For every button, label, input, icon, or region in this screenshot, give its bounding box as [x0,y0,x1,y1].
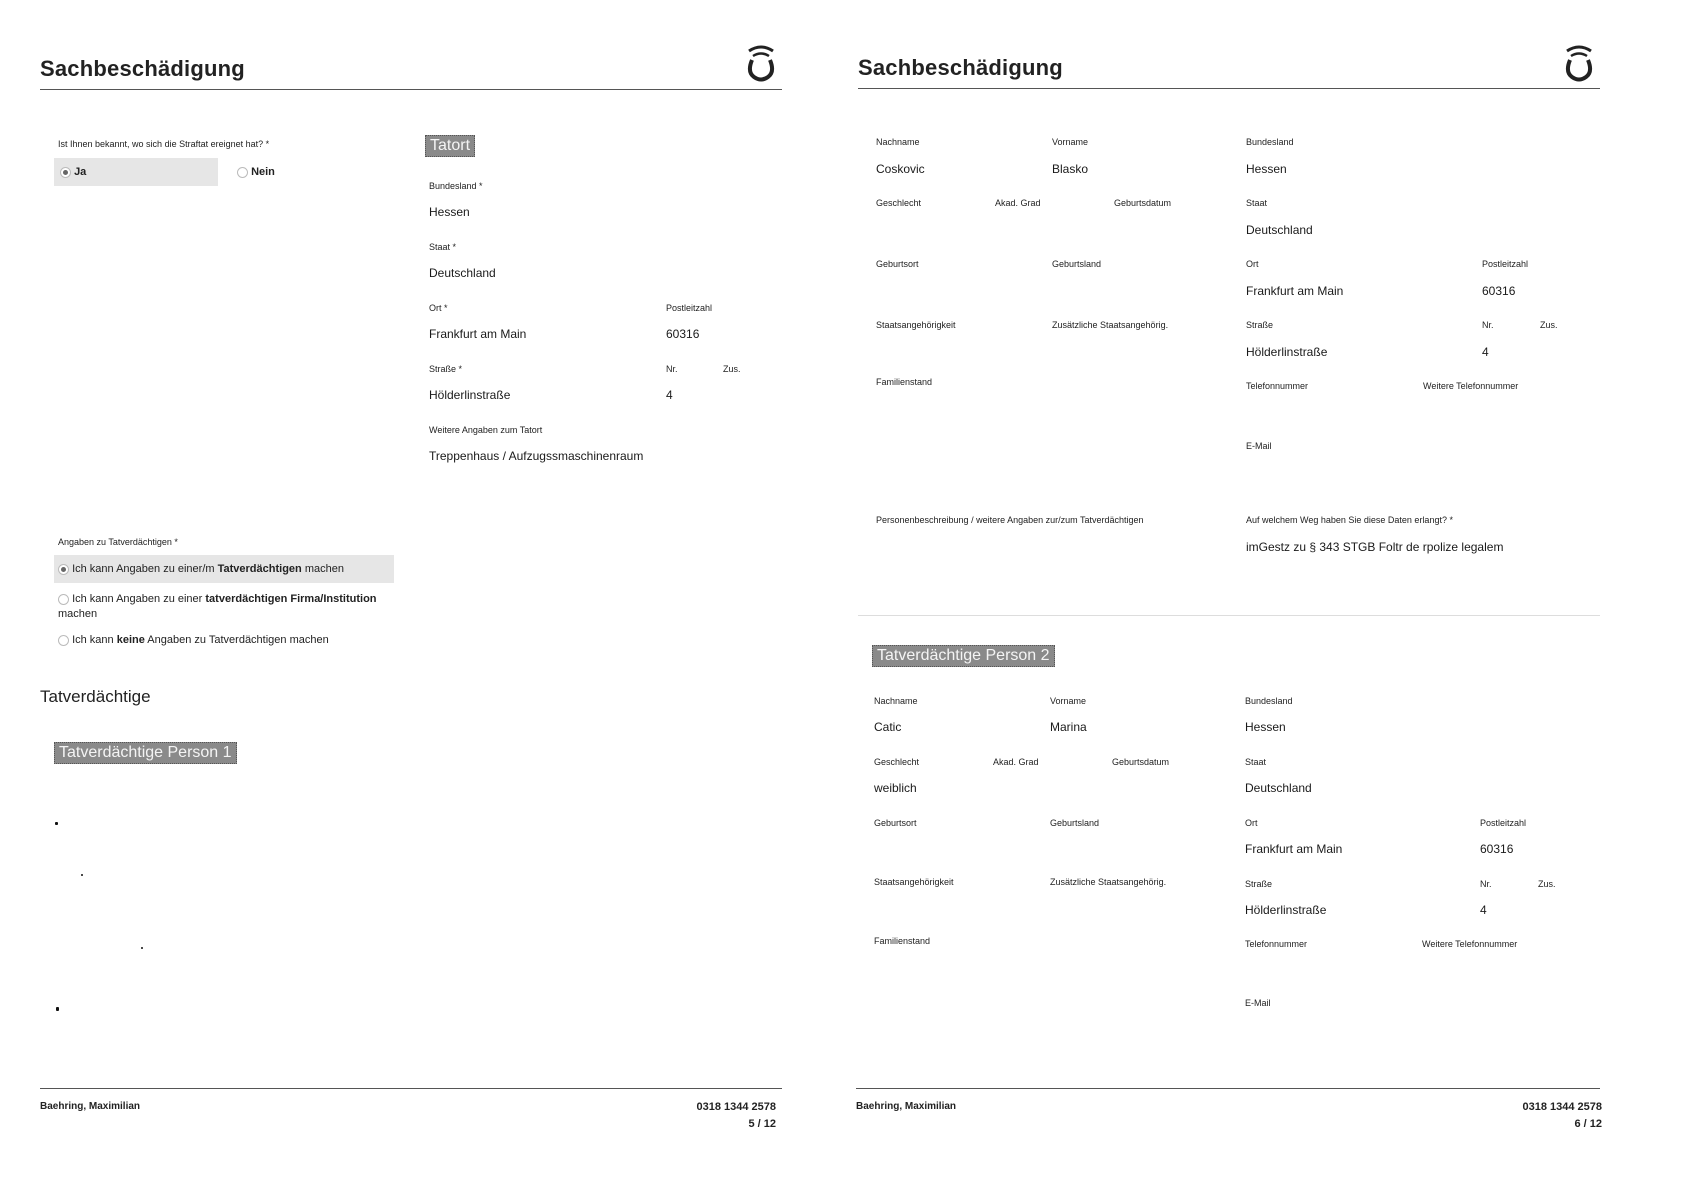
vorname-field[interactable]: Blasko [1052,162,1089,176]
email-label: E-Mail [1246,441,1272,451]
scan-speck [55,822,58,825]
ort-field[interactable]: Frankfurt am Main [1246,284,1344,298]
person-1-tag: Tatverdächtige Person 1 [54,742,237,764]
footer-rule [856,1088,1600,1089]
tatort-heading: Tatort [425,135,475,157]
staatsangehoerigkeit-label: Staatsangehörigkeit [876,320,956,330]
section-divider [858,615,1600,616]
geburtsland-label: Geburtsland [1050,818,1100,828]
geburtsdatum-label: Geburtsdatum [1112,757,1170,767]
plz-field[interactable]: 60316 [1482,284,1516,298]
staat-field[interactable]: Deutschland [1245,781,1312,795]
bundesland-label: Bundesland [1245,696,1293,706]
radio-empty-icon [237,167,248,178]
ort-field[interactable]: Frankfurt am Main [429,327,527,341]
radio-selected-icon [58,564,69,575]
strasse-label: Straße * [429,364,463,374]
ort-field[interactable]: Frankfurt am Main [1245,842,1343,856]
nr-label: Nr. [1482,320,1494,330]
staat-field[interactable]: Deutschland [1246,223,1313,237]
geburtsdatum-label: Geburtsdatum [1114,198,1172,208]
plz-field[interactable]: 60316 [666,327,700,341]
page-title: Sachbeschädigung [858,55,1063,80]
staatsangehoerigkeit-label: Staatsangehörigkeit [874,877,954,887]
weitere-angaben-field[interactable]: Treppenhaus / Aufzugssmaschinenraum [429,449,644,463]
geschlecht-label: Geschlecht [876,198,922,208]
ort-label: Ort * [429,303,448,313]
vorname-field[interactable]: Marina [1050,720,1087,734]
footer-page: 5 / 12 [748,1118,776,1130]
nachname-field[interactable]: Coskovic [876,162,925,176]
footer-rule [40,1088,782,1089]
weitere-telefon-label: Weitere Telefonnummer [1423,381,1519,391]
bundesland-label: Bundesland [1246,137,1294,147]
scan-speck [56,1007,59,1011]
plz-label: Postleitzahl [1480,818,1527,828]
header-rule [858,88,1600,89]
radio-suspect-none[interactable]: Ich kann keine Angaben zu Tatverdächtigen machen [58,634,329,646]
bundesland-field[interactable]: Hessen [429,205,470,219]
zus-staatsangehoerigkeit-label: Zusätzliche Staatsangehörig. [1050,877,1167,887]
geschlecht-label: Geschlecht [874,757,920,767]
nr-label: Nr. [666,364,678,374]
footer-number: 0318 1344 2578 [1522,1101,1602,1113]
weg-label: Auf welchem Weg haben Sie diese Daten erlangt? * [1246,515,1453,525]
staat-label: Staat * [429,242,457,252]
radio-nein[interactable]: Nein [237,166,275,178]
person-2-tag: Tatverdächtige Person 2 [872,645,1055,667]
strasse-field[interactable]: Hölderlinstraße [1246,345,1328,359]
plz-label: Postleitzahl [666,303,713,313]
weg-field[interactable]: imGestz zu § 343 STGB Foltr de rpolize legalem [1246,540,1504,554]
staat-label: Staat [1246,198,1268,208]
zus-label: Zus. [723,364,741,374]
nachname-label: Nachname [876,137,920,147]
ort-label: Ort [1245,818,1258,828]
radio-ja[interactable]: Ja [60,166,86,178]
scan-speck [141,947,143,949]
bundesland-field[interactable]: Hessen [1245,720,1286,734]
nachname-label: Nachname [874,696,918,706]
nr-field[interactable]: 4 [666,388,673,402]
akad-grad-label: Akad. Grad [995,198,1041,208]
akad-grad-label: Akad. Grad [993,757,1039,767]
location-question-label: Ist Ihnen bekannt, wo sich die Straftat ereignet hat? * [58,139,270,149]
strasse-field[interactable]: Hölderlinstraße [1245,903,1327,917]
staat-field[interactable]: Deutschland [429,266,496,280]
familienstand-label: Familienstand [874,936,931,946]
radio-empty-icon [58,635,69,646]
email-label: E-Mail [1245,998,1271,1008]
footer-page: 6 / 12 [1574,1118,1602,1130]
telefon-label: Telefonnummer [1245,939,1308,949]
vorname-label: Vorname [1052,137,1089,147]
vorname-label: Vorname [1050,696,1087,706]
zus-label: Zus. [1538,879,1556,889]
telefon-label: Telefonnummer [1246,381,1309,391]
strasse-label: Straße [1246,320,1274,330]
police-logo-icon [744,42,778,82]
nr-label: Nr. [1480,879,1492,889]
footer-name: Baehring, Maximilian [856,1101,957,1112]
zus-label: Zus. [1540,320,1558,330]
staat-label: Staat [1245,757,1267,767]
radio-empty-icon [58,594,69,605]
police-logo-icon [1562,42,1596,82]
radio-suspect-company[interactable]: Ich kann Angaben zu einer tatverdächtigen Firma/Institution machen [58,593,377,620]
geburtsland-label: Geburtsland [1052,259,1102,269]
suspects-question-label: Angaben zu Tatverdächtigen * [58,537,178,547]
strasse-label: Straße [1245,879,1273,889]
geburtsort-label: Geburtsort [874,818,917,828]
scan-speck [81,874,83,876]
familienstand-label: Familienstand [876,377,933,387]
nachname-field[interactable]: Catic [874,720,902,734]
geburtsort-label: Geburtsort [876,259,919,269]
bundesland-label: Bundesland * [429,181,483,191]
geschlecht-field[interactable]: weiblich [874,781,917,795]
weitere-telefon-label: Weitere Telefonnummer [1422,939,1518,949]
footer-name: Baehring, Maximilian [40,1101,141,1112]
plz-label: Postleitzahl [1482,259,1529,269]
radio-suspect-person[interactable]: Ich kann Angaben zu einer/m Tatverdächtigen machen [58,563,344,575]
header-rule [40,89,782,90]
weitere-angaben-label: Weitere Angaben zum Tatort [429,425,543,435]
footer-number: 0318 1344 2578 [696,1101,776,1113]
section-heading-tatverdaechtige: Tatverdächtige [40,687,151,706]
bundesland-field[interactable]: Hessen [1246,162,1287,176]
radio-selected-icon [60,167,71,178]
nr-field[interactable]: 4 [1482,345,1489,359]
strasse-field[interactable]: Hölderlinstraße [429,388,511,402]
page-6 [848,0,1696,1199]
plz-field[interactable]: 60316 [1480,842,1514,856]
page-title: Sachbeschädigung [40,56,245,81]
zus-staatsangehoerigkeit-label: Zusätzliche Staatsangehörig. [1052,320,1169,330]
ort-label: Ort [1246,259,1259,269]
beschreibung-label: Personenbeschreibung / weitere Angaben zur/zum Tatverdächtigen [876,515,1144,525]
nr-field[interactable]: 4 [1480,903,1487,917]
